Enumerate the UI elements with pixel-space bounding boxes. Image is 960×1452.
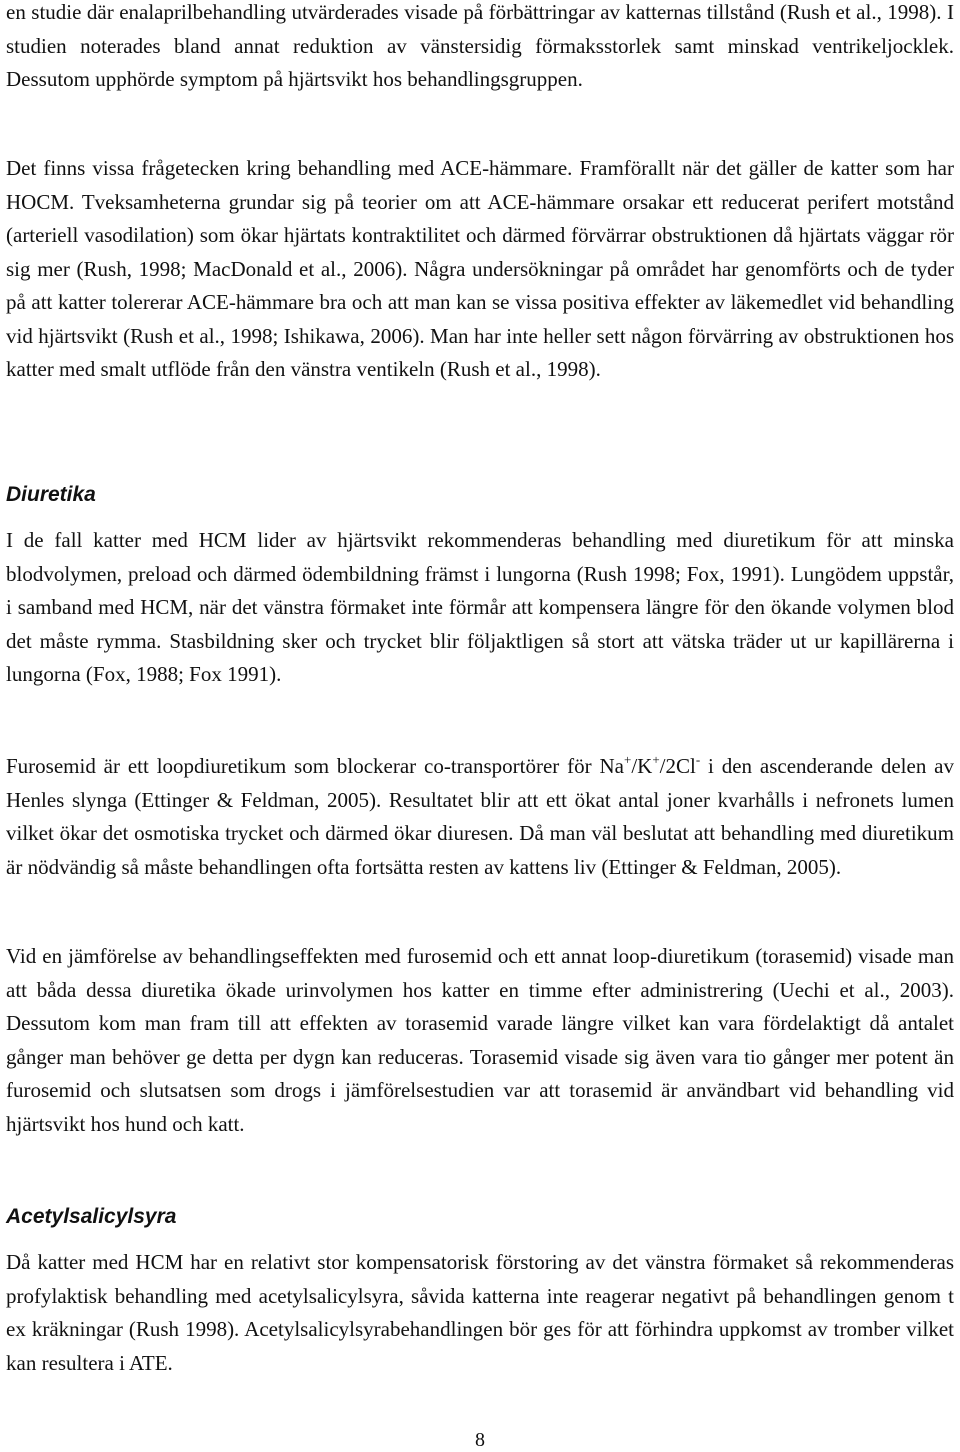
paragraph-furosemid: [6, 750, 954, 884]
paragraph-ace-inhibitor-concerns: Det finns vissa frågetecken kring behandling med ACE-hämmare. Framförallt när det gäller de katter som har HOCM. Tveksamheterna grundar sig på teorier om att ACE-hämmare orsakar ett reducerat perifert motstånd (arteriell vasodilation) som ökar hjärtats kontraktilitet och därmed förvärrar obstruktionen då hjärtats väggar rör sig mer (Rush, 1998; MacDonald et al., 2006). Några undersökningar på området har genomförts och de tyder på att katter tolererar ACE-hämmare bra och att man kan se vissa positiva effekter av läkemedlet vid behandling vid hjärtsvikt (Rush et al., 1998; Ishikawa, 2006). Man har inte heller sett någon förvärring av obstruktionen hos katter med smalt utflöde från den vänstra ventikeln (Rush et al., 1998).: [6, 156, 954, 381]
paragraph-diuretic-treatment: I de fall katter med HCM lider av hjärtsvikt rekommenderas behandling med diuretikum för att minska blodvolymen, preload och därmed ödembildning främst i lungorna (Rush 1998; Fox, 1991). Lungödem uppstår, i samband med HCM, när det vänstra förmaket inte förmår att kompensera längre för den ökande volymen blod det måste rymma. Stasbildning sker och trycket blir följaktligen så stort att vätska träder ut ur kapillärerna i lungorna (Fox, 1988; Fox 1991).: [6, 528, 954, 686]
na-charge-superscript: +: [623, 752, 632, 767]
furosemid-text-cl: /2Cl: [659, 754, 696, 778]
furosemid-text-rest: i den ascenderande delen av Henles slynga (Ettinger & Feldman, 2005). Resultatet blir att ett ökat antal joner kvarhålls i nefronets lumen vilket ökar det osmotiska trycket och därmed ökar diuresen. Då man väl beslutat att behandling med diuretikum är nödvändig så måste behandlingen ofta fortsätta resten av kattens liv (Ettinger & Feldman, 2005).: [6, 754, 954, 879]
paragraph-acetylsalicylsyra: Då katter med HCM har en relativt stor kompensatorisk förstoring av det vänstra förmaket så rekommenderas profylaktisk behandling med acetylsalicylsyra, såvida katterna inte reagerar negativt på behandlingen genom t ex kräkningar (Rush 1998). Acetylsalicylsyrabehandlingen bör ges för att förhindra uppkomst av tromber vilket kan resultera i ATE.: [6, 1250, 954, 1375]
heading-acetylsalicylsyra: Acetylsalicylsyra: [6, 1205, 177, 1228]
heading-diuretika: Diuretika: [6, 483, 96, 506]
k-charge-superscript: +: [652, 752, 660, 767]
furosemid-text-k: /K: [631, 754, 653, 778]
paragraph-enalapril-study: en studie där enalaprilbehandling utvärderades visade på förbättringar av katternas tillstånd (Rush et al., 1998). I studien noterades bland annat reduktion av vänstersidig förmaksstorlek samt minskad ventrikeljocklek. Dessutom upphörde symptom på hjärtsvikt hos behandlingsgruppen.: [6, 0, 954, 91]
page-number: 8: [475, 1429, 485, 1451]
furosemid-text-start: Furosemid är ett loopdiuretikum som blockerar co-transportörer för Na: [6, 754, 624, 778]
paragraph-torasemid-comparison: Vid en jämförelse av behandlingseffekten med furosemid och ett annat loop-diuretikum (torasemid) visade man att båda dessa diuretika ökade urinvolymen hos katter en timme efter administrering (Uechi et al., 2003). Dessutom kom man fram till att effekten av torasemid varade längre vilket kan vara fördelaktigt då antalet gånger man behöver ge detta per dygn kan reduceras. Torasemid visade sig även vara tio gånger mer potent än furosemid och slutsatsen som drogs i jämförelsestudien var att torasemid är användbart vid behandling vid hjärtsvikt hos hund och katt.: [6, 944, 954, 1136]
cl-charge-superscript: -: [695, 752, 701, 767]
